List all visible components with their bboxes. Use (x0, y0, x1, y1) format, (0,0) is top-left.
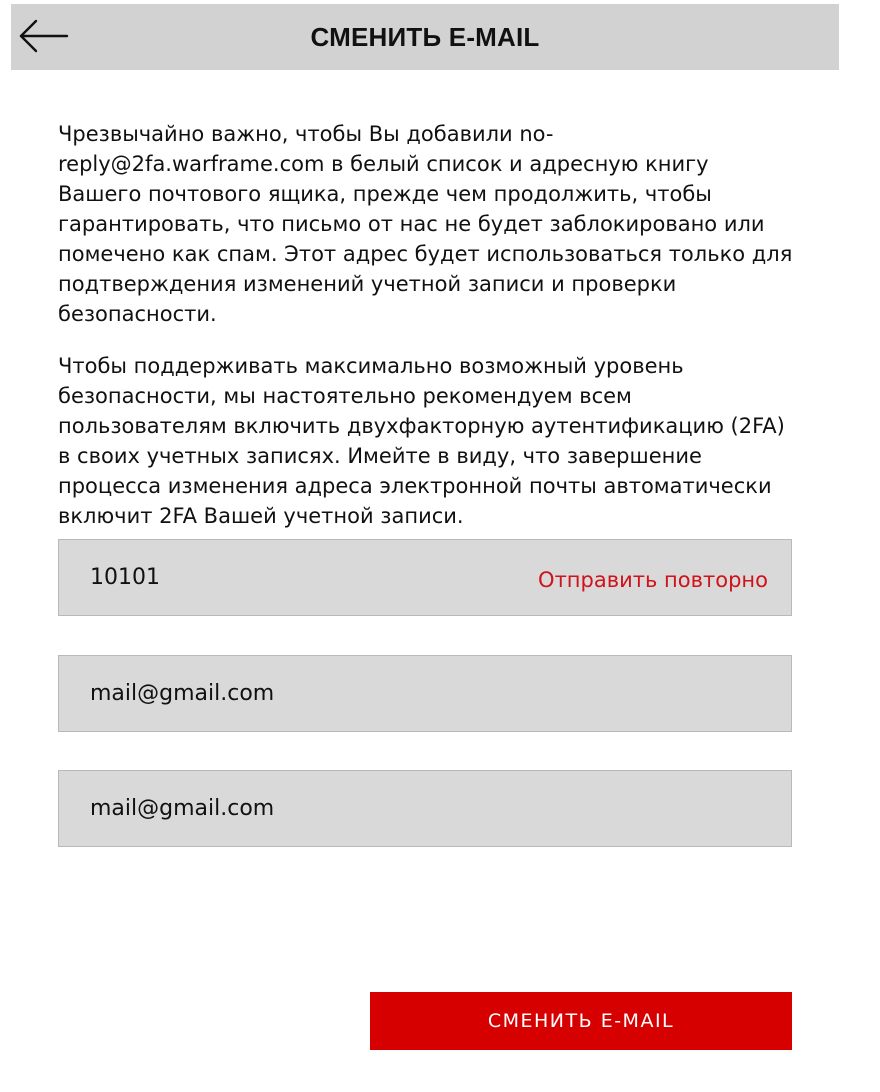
back-button[interactable] (17, 15, 71, 57)
confirm-email-field (58, 770, 792, 847)
resend-code-link[interactable]: Отправить повторно (538, 568, 768, 592)
new-email-input[interactable] (59, 656, 791, 731)
two-factor-notice-text: Чтобы поддерживать максимально возможный уровень безопасности, мы настоятельно рекомендуем всем пользователям включить двухфакторную аутентификацию (2FA) в своих учетных записях. Имейте в виду, что завершение процесса изменения адреса электронной почты автоматически включит 2FA Вашей учетной записи. (58, 354, 785, 528)
whitelist-notice-text: Чрезвычайно важно, чтобы Вы добавили no-reply@2fa.warframe.com в белый список и адресную книгу Вашего почтового ящика, прежде чем продолжить, чтобы гарантировать, что письмо от нас не будет заблокировано или помечено как спам. Этот адрес будет использоваться только для подтверждения изменений учетной записи и проверки безопасности. (58, 122, 793, 326)
arrow-left-icon (17, 15, 71, 57)
change-email-submit-button[interactable]: СМЕНИТЬ E-MAIL (370, 992, 792, 1050)
verification-code-field (58, 539, 792, 616)
new-email-field (58, 655, 792, 732)
page-title: СМЕНИТЬ E-MAIL (310, 22, 540, 52)
header-bar (11, 4, 839, 70)
confirm-email-input[interactable] (59, 771, 791, 846)
